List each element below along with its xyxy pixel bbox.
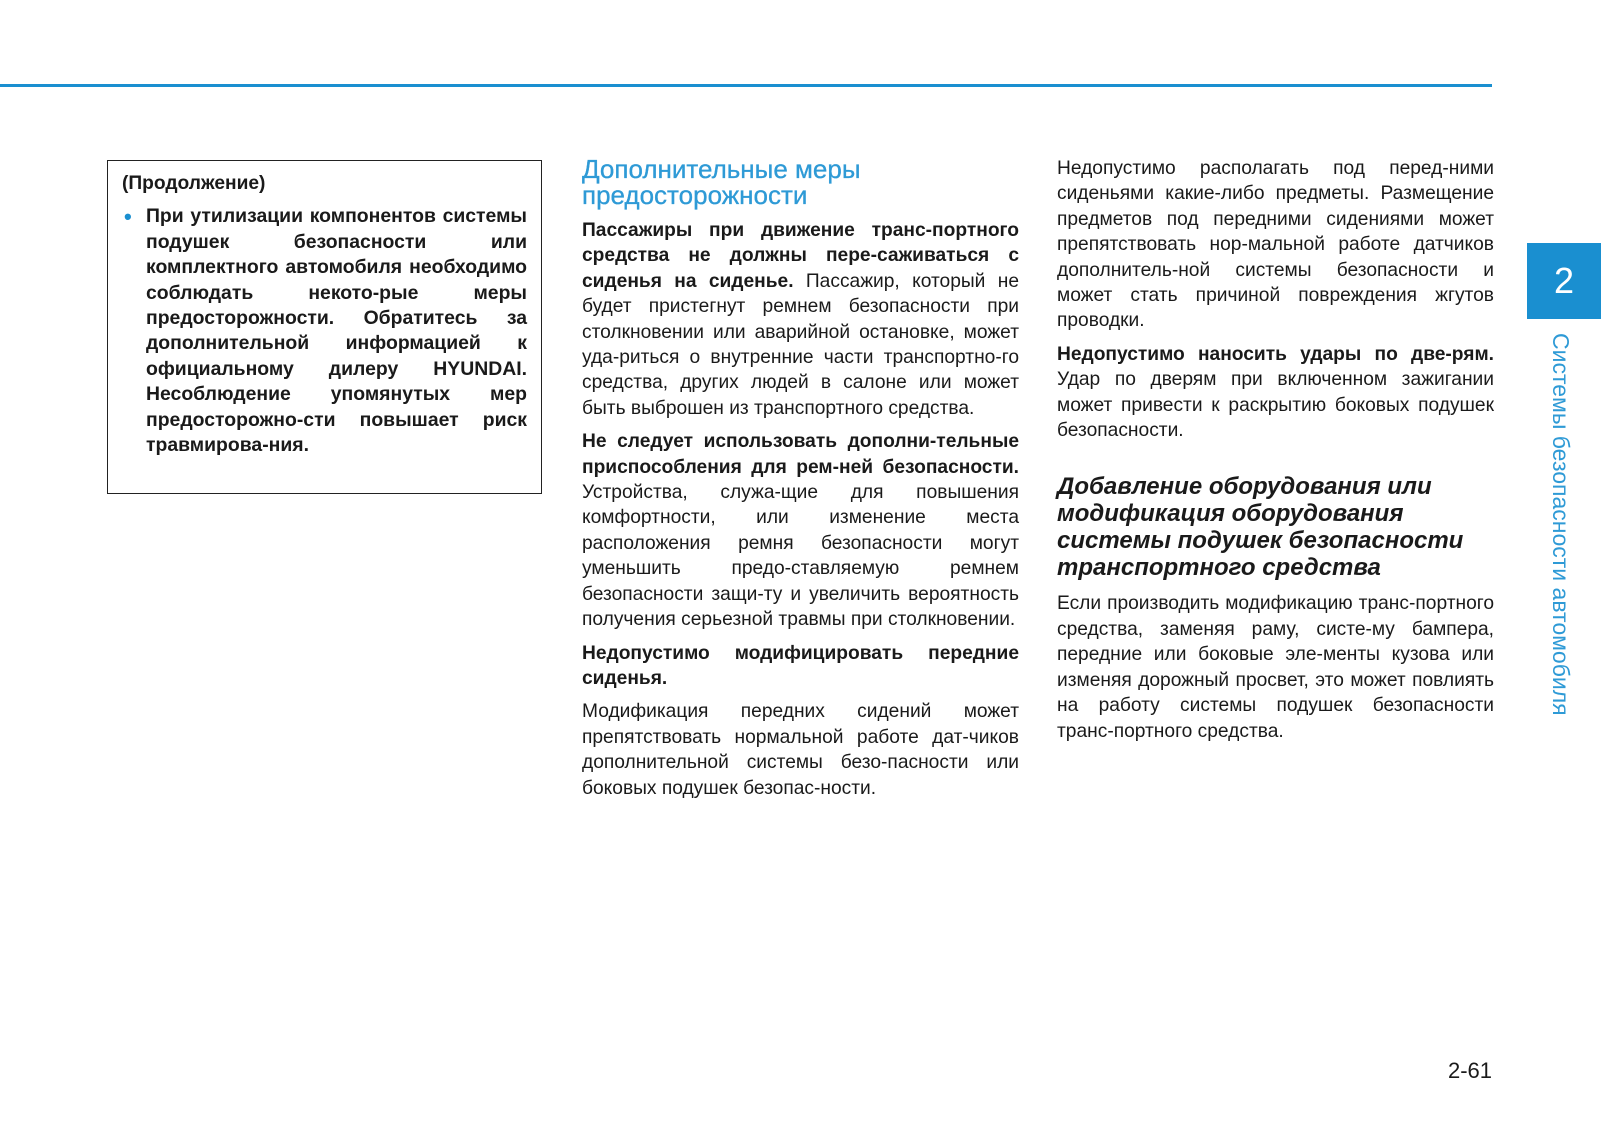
header-rule bbox=[0, 84, 1492, 87]
paragraph-seat-modification-title bbox=[582, 641, 1019, 692]
caution-bullet-item bbox=[122, 204, 527, 458]
paragraph-belt-accessories bbox=[582, 429, 1019, 632]
subsection-heading: Добавление оборудования или модификация оборудования системы подушек безопасности транспортного средства bbox=[1057, 473, 1464, 582]
page-number: 2-61 bbox=[1447, 1058, 1492, 1083]
paragraph-text: Недопустимо располагать под перед-ними сиденьями какие-либо предметы. Размещение предметов под передними сидениями может препятствовать нор-мальной работе датчиков дополнитель-ной системы безопасности и может стать причиной повреждения жгутов проводки. bbox=[1057, 158, 1494, 332]
section-heading-line2: предосторожности bbox=[582, 180, 808, 210]
paragraph-doors bbox=[1057, 342, 1494, 444]
chapter-title-vertical: Системы безопасности автомобиля bbox=[1548, 333, 1574, 716]
paragraph-under-seats bbox=[1057, 156, 1494, 334]
right-column bbox=[1057, 156, 1494, 752]
section-heading bbox=[582, 156, 1019, 208]
paragraph-bold-lead: Пассажиры при движение транс-портного средства не должны пере-саживаться с сиденья на сиденье. bbox=[582, 220, 1019, 292]
paragraph-bold-lead: Недопустимо модифицировать передние сиденья. bbox=[582, 642, 1019, 689]
paragraph-text: Пассажир, который не будет пристегнут ремнем безопасности при столкновении или аварийной остановке, может уда-риться о внутренние части транспортно-го средства, других людей в салоне или может быть выброшен из транспортного средства. bbox=[582, 270, 1019, 419]
paragraph-text: Модификация передних сидений может препятствовать нормальной работе дат-чиков дополнительной системы безо-пасности или боковых подушек безопас-ности. bbox=[582, 701, 1019, 799]
caution-bullet-text: При утилизации компонентов системы подушек безопасности или комплектного автомобиля необходимо соблюдать некото-рые меры предосторожности. Обратитесь за дополнительной информацией к официальному дилеру HYUNDAI. Несоблюдение упомянутых мер предосторожно-сти повышает риск травмирова-ния. bbox=[146, 205, 527, 457]
caution-box bbox=[107, 160, 542, 494]
caution-box-title: (Продолжение) bbox=[122, 173, 266, 194]
paragraph-text: Устройства, служа-щие для повышения комфортности, или изменение места расположения ремня безопасности могут уменьшить предо-ставляемую ремнем безопасности защи-ту и увеличить вероятность получения серьезной травмы при столкновении. bbox=[582, 482, 1019, 631]
paragraph-text: Если производить модификацию транс-портного средства, заменяя раму, систе-му бампера, передние или боковые эле-менты кузова или изменяя дорожный просвет, это может повлиять на работу системы подушек безопасности транс-портного средства. bbox=[1057, 593, 1494, 742]
paragraph-seat-modification bbox=[582, 699, 1019, 801]
section-heading-line1: Дополнительные меры bbox=[582, 154, 861, 184]
paragraph-passengers bbox=[582, 218, 1019, 421]
paragraph-bold-lead: Недопустимо наносить удары по две-рям. bbox=[1057, 343, 1494, 365]
middle-column bbox=[582, 156, 1019, 809]
paragraph-text: Удар по дверям при включенном зажигании может привести к раскрытию боковых подушек безопасности. bbox=[1057, 369, 1494, 442]
chapter-tab: 2 bbox=[1527, 243, 1601, 319]
bullet-dot-icon: • bbox=[124, 204, 132, 230]
paragraph-vehicle-modification bbox=[1057, 591, 1494, 743]
paragraph-bold-lead: Не следует использовать дополни-тельные приспособления для рем-ней безопасности. bbox=[582, 431, 1019, 478]
